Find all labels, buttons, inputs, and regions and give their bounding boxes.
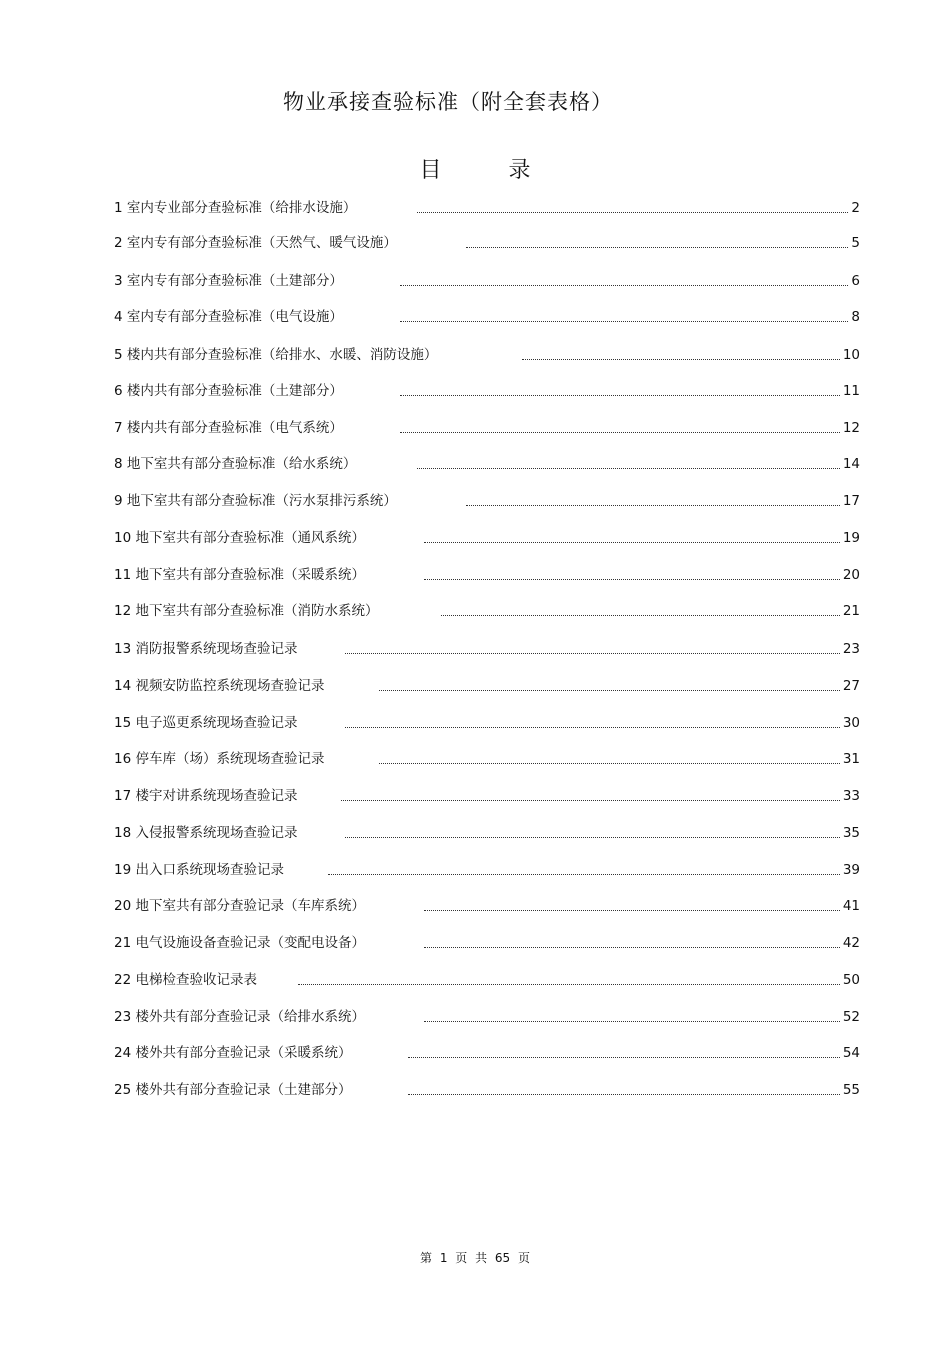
toc-entry-leader [328, 873, 840, 875]
toc-entry-page-number: 2 [851, 200, 860, 216]
toc-entry[interactable] [114, 896, 860, 916]
toc-entry-leader [298, 983, 840, 985]
toc-entry[interactable] [114, 860, 860, 880]
toc-entry-label: 5 楼内共有部分查验标准（给排水、水暖、消防设施） [114, 347, 438, 363]
toc-entry-label: 12 地下室共有部分查验标准（消防水系统） [114, 603, 379, 619]
toc-entry-leader [417, 211, 848, 213]
toc-entry-page-number: 21 [842, 603, 860, 619]
toc-entry-label: 18 入侵报警系统现场查验记录 [114, 825, 298, 841]
toc-entry-leader [417, 467, 840, 469]
toc-entry[interactable] [114, 198, 860, 218]
toc-entry-label: 19 出入口系统现场查验记录 [114, 862, 284, 878]
toc-entry-page-number: 30 [842, 715, 860, 731]
toc-entry-leader [400, 284, 848, 286]
toc-entry-leader [424, 946, 840, 948]
toc-entry-label: 8 地下室共有部分查验标准（给水系统） [114, 456, 357, 472]
toc-entry-label: 22 电梯检查验收记录表 [114, 972, 257, 988]
toc-entry-leader [400, 320, 848, 322]
toc-entry[interactable] [114, 601, 860, 621]
toc-entry-label: 14 视频安防监控系统现场查验记录 [114, 678, 325, 694]
toc-entry-page-number: 41 [842, 898, 860, 914]
toc-entry-label: 1 室内专业部分查验标准（给排水设施） [114, 200, 357, 216]
toc-entry-leader [466, 246, 848, 248]
toc-entry-page-number: 20 [842, 567, 860, 583]
toc-entry-label: 21 电气设施设备查验记录（变配电设备） [114, 935, 365, 951]
toc-entry-label: 20 地下室共有部分查验记录（车库系统） [114, 898, 365, 914]
toc-entry[interactable] [114, 749, 860, 769]
toc-entry-page-number: 31 [842, 751, 860, 767]
toc-entry-label: 13 消防报警系统现场查验记录 [114, 641, 298, 657]
toc-entry-page-number: 35 [842, 825, 860, 841]
toc-entry-leader [424, 578, 840, 580]
toc-entry-label: 6 楼内共有部分查验标准（土建部分） [114, 383, 343, 399]
toc-entry-page-number: 11 [842, 383, 860, 399]
toc-entry[interactable] [114, 823, 860, 843]
toc-entry-leader [441, 614, 840, 616]
toc-entry-label: 3 室内专有部分查验标准（土建部分） [114, 273, 343, 289]
toc-entry-label: 10 地下室共有部分查验标准（通风系统） [114, 530, 365, 546]
toc-entry-page-number: 5 [851, 235, 860, 251]
toc-entry-leader [408, 1056, 840, 1058]
toc-entry-label: 11 地下室共有部分查验标准（采暖系统） [114, 567, 365, 583]
toc-entry-leader [424, 1020, 840, 1022]
toc-entry-label: 16 停车库（场）系统现场查验记录 [114, 751, 325, 767]
toc-entry-leader [341, 799, 840, 801]
toc-entry[interactable] [114, 528, 860, 548]
toc-entry[interactable] [114, 933, 860, 953]
toc-entry-page-number: 54 [842, 1045, 860, 1061]
toc-entry-leader [379, 762, 840, 764]
toc-entry-leader [345, 652, 840, 654]
toc-entry-page-number: 33 [842, 788, 860, 804]
document-title: 物业承接查验标准（附全套表格） [283, 90, 613, 114]
toc-entry-label: 4 室内专有部分查验标准（电气设施） [114, 309, 343, 325]
toc-entry-label: 25 楼外共有部分查验记录（土建部分） [114, 1082, 352, 1098]
toc-entry-page-number: 6 [851, 273, 860, 289]
toc-entry[interactable] [114, 1007, 860, 1027]
toc-entry[interactable] [114, 271, 860, 291]
toc-entry-leader [408, 1093, 840, 1095]
toc-entry[interactable] [114, 676, 860, 696]
toc-entry-page-number: 42 [842, 935, 860, 951]
toc-entry-leader [466, 504, 840, 506]
toc-entry-leader [379, 689, 840, 691]
toc-entry-leader [400, 431, 840, 433]
toc-entry[interactable] [114, 381, 860, 401]
toc-entry-label: 7 楼内共有部分查验标准（电气系统） [114, 420, 343, 436]
toc-entry[interactable] [114, 307, 860, 327]
toc-entry[interactable] [114, 970, 860, 990]
toc-entry[interactable] [114, 713, 860, 733]
toc-entry-label: 23 楼外共有部分查验记录（给排水系统） [114, 1009, 365, 1025]
toc-entry[interactable] [114, 786, 860, 806]
toc-entry-leader [400, 394, 840, 396]
toc-entry-page-number: 10 [842, 347, 860, 363]
toc-entry-page-number: 27 [842, 678, 860, 694]
toc-entry-page-number: 23 [842, 641, 860, 657]
toc-entry-page-number: 17 [842, 493, 860, 509]
toc-entry-leader [424, 541, 840, 543]
toc-entry[interactable] [114, 639, 860, 659]
toc-entry-page-number: 8 [851, 309, 860, 325]
toc-entry[interactable] [114, 418, 860, 438]
toc-entry[interactable] [114, 233, 860, 253]
toc-entry[interactable] [114, 1043, 860, 1063]
toc-entry-leader [345, 726, 840, 728]
toc-entry-page-number: 55 [842, 1082, 860, 1098]
toc-entry-label: 2 室内专有部分查验标准（天然气、暖气设施） [114, 235, 397, 251]
toc-entry[interactable] [114, 454, 860, 474]
toc-entry-page-number: 52 [842, 1009, 860, 1025]
toc-entry-label: 24 楼外共有部分查验记录（采暖系统） [114, 1045, 352, 1061]
toc-entry-leader [522, 358, 840, 360]
page-footer: 第 1 页 共 65 页 [420, 1251, 530, 1265]
toc-entry-page-number: 12 [842, 420, 860, 436]
toc-entry-leader [345, 836, 840, 838]
toc-entry-label: 15 电子巡更系统现场查验记录 [114, 715, 298, 731]
toc-entry[interactable] [114, 491, 860, 511]
toc-entry[interactable] [114, 1080, 860, 1100]
toc-entry-leader [424, 909, 840, 911]
toc-entry-page-number: 50 [842, 972, 860, 988]
toc-entry-page-number: 19 [842, 530, 860, 546]
toc-heading: 目 录 [419, 158, 561, 183]
toc-entry-page-number: 14 [842, 456, 860, 472]
toc-entry-page-number: 39 [842, 862, 860, 878]
toc-entry[interactable] [114, 565, 860, 585]
toc-entry-label: 9 地下室共有部分查验标准（污水泵排污系统） [114, 493, 397, 509]
toc-entry-label: 17 楼宇对讲系统现场查验记录 [114, 788, 298, 804]
toc-entry[interactable] [114, 345, 860, 365]
